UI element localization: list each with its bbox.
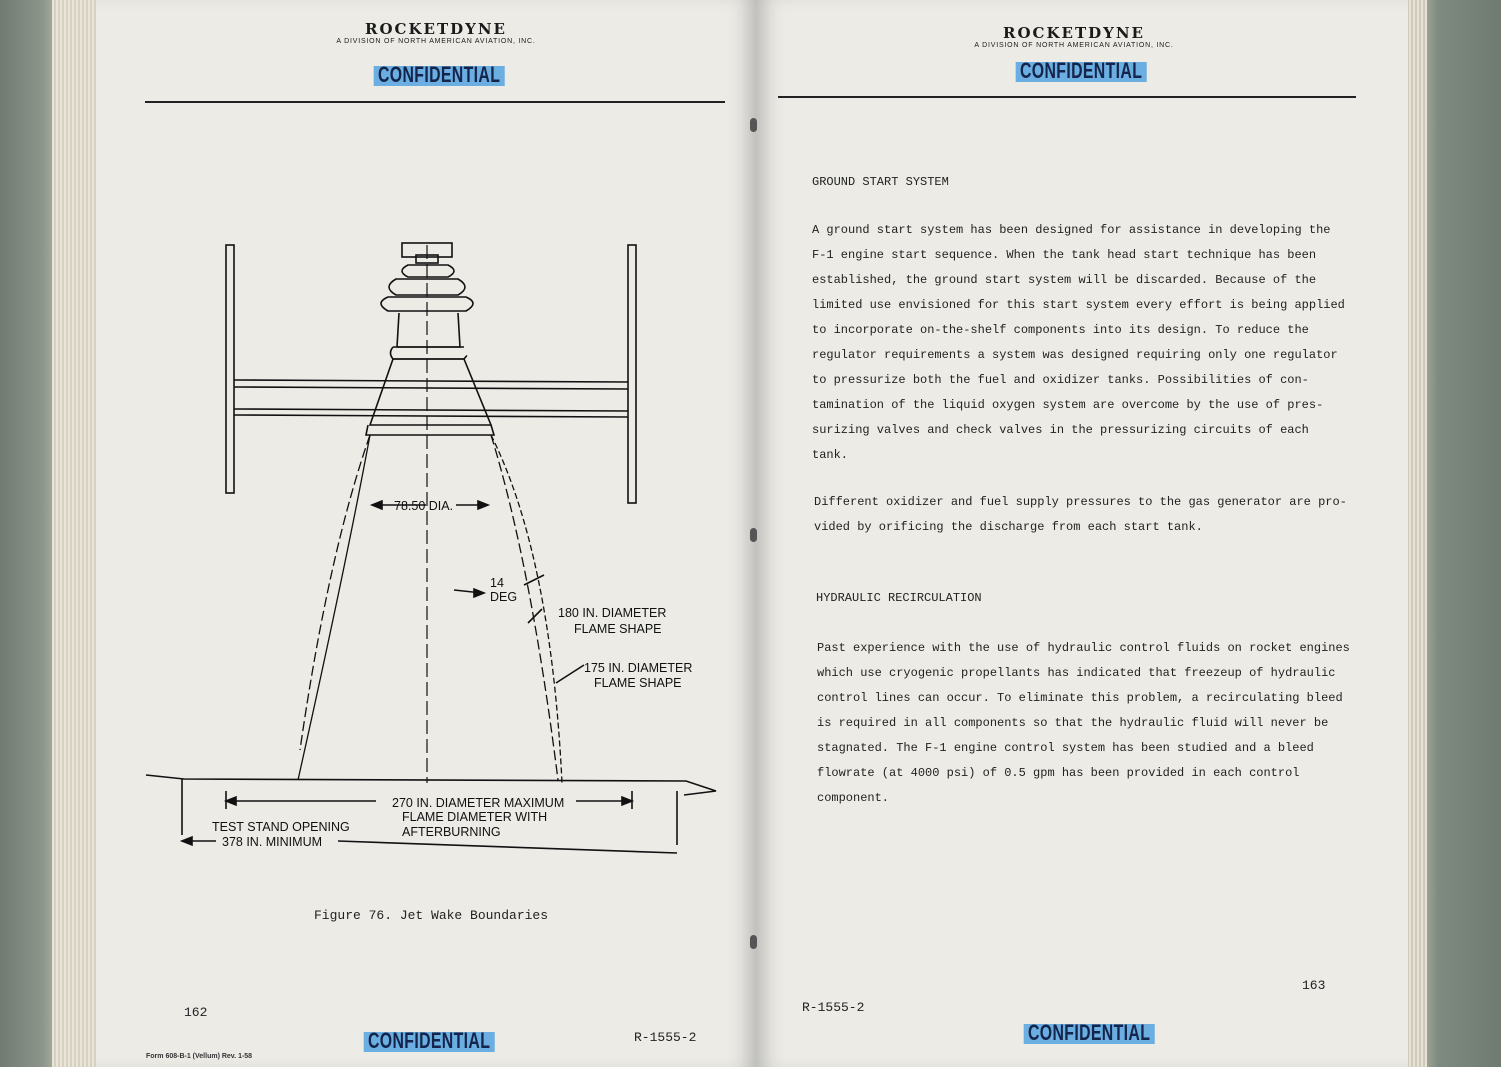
confidential-stamp-top: CONFIDENTIAL [378, 62, 501, 87]
text-line: Different oxidizer and fuel supply pressures to the gas generator are pro- [814, 495, 1347, 509]
engine-rings [402, 265, 454, 277]
label-270-line3: AFTERBURNING [402, 825, 501, 839]
label-270-line2: FLAME DIAMETER WITH [402, 810, 548, 824]
label-deg: DEG [490, 590, 518, 604]
label-270-line1: 270 IN. DIAMETER MAXIMUM [392, 796, 565, 810]
jet-wake-diagram [96, 235, 756, 915]
form-note: Form 608-B-1 (Vellum) Rev. 1-58 [146, 1053, 253, 1060]
page-number-left: 162 [184, 1005, 208, 1020]
test-stand-floor [146, 775, 716, 795]
right-page [756, 0, 1408, 1067]
section-heading-hydraulic: HYDRAULIC RECIRCULATION [816, 591, 982, 605]
label-180-line1: 180 IN. DIAMETER [558, 606, 667, 620]
text-line: component. [817, 791, 890, 805]
text-line: F-1 engine start sequence. When the tank head start technique has been [812, 248, 1317, 262]
flame-180-boundary [300, 435, 370, 750]
label-stand-line1: TEST STAND OPENING [212, 820, 350, 834]
text-line: tank. [812, 448, 849, 462]
page-number-right: 163 [1302, 978, 1326, 993]
left-page [96, 0, 756, 1067]
binding-hole [750, 528, 757, 542]
text-line: surizing valves and check valves in the pressurizing circuits of each [812, 423, 1309, 437]
rocketdyne-header [326, 20, 546, 45]
brand-division: A DIVISION OF NORTH AMERICAN AVIATION, INC. [336, 38, 536, 45]
text-line: limited use envisioned for this start system every effort is being applied [812, 298, 1345, 312]
report-number-right: R-1555-2 [802, 1000, 865, 1015]
paragraph-hydraulic [817, 636, 1350, 811]
label-175-line2: FLAME SHAPE [594, 676, 682, 690]
section-heading-ground-start: GROUND START SYSTEM [812, 175, 949, 189]
text-line: stagnated. The F-1 engine control system has been studied and a bleed [817, 741, 1314, 755]
binding-hole [750, 935, 757, 949]
page-edges-left [52, 0, 102, 1067]
left-column [226, 245, 234, 493]
binding-hole [750, 118, 757, 132]
right-column [628, 245, 636, 503]
rocketdyne-header-right [961, 24, 1187, 49]
header-rule-right [778, 96, 1356, 98]
confidential-stamp-bottom: CONFIDENTIAL [368, 1028, 491, 1053]
text-line: is required in all components so that the hydraulic fluid will never be [817, 716, 1329, 730]
flame-175-boundary [298, 435, 370, 780]
text-line: control lines can occur. To eliminate this problem, a recirculating bleed [817, 691, 1343, 705]
label-175-line1: 175 IN. DIAMETER [584, 661, 693, 675]
report-number-left: R-1555-2 [634, 1030, 697, 1045]
label-14: 14 [490, 576, 504, 590]
text-line: to pressurize both the fuel and oxidizer tanks. Possibilities of con- [812, 373, 1309, 387]
page-edges-right [1405, 0, 1427, 1067]
brand-name: ROCKETDYNE [365, 20, 507, 38]
text-line: to incorporate on-the-shelf components into its design. To reduce the [812, 323, 1309, 337]
text-line: A ground start system has been designed for assistance in developing the [812, 223, 1331, 237]
text-line: Past experience with the use of hydraulic control fluids on rocket engines [817, 641, 1350, 655]
confidential-stamp-top-right: CONFIDENTIAL [1020, 58, 1143, 83]
text-line: which use cryogenic propellants has indicated that freezeup of hydraulic [817, 666, 1336, 680]
confidential-stamp-bottom-right: CONFIDENTIAL [1028, 1020, 1151, 1045]
label-180-line2: FLAME SHAPE [574, 622, 662, 636]
label-stand-line2: 378 IN. MINIMUM [222, 835, 323, 849]
brand-division-right: A DIVISION OF NORTH AMERICAN AVIATION, INC. [974, 42, 1174, 49]
combustion-chamber [397, 313, 460, 347]
brand-name-right: ROCKETDYNE [1003, 24, 1145, 42]
text-line: tamination of the liquid oxygen system are overcome by the use of pres- [812, 398, 1324, 412]
paragraph-oxidizer-pressures [814, 490, 1347, 540]
text-line: established, the ground start system will be discarded. Because of the [812, 273, 1317, 287]
label-78-50-dia: 78.50 DIA. [394, 499, 454, 513]
figure-caption: Figure 76. Jet Wake Boundaries [314, 908, 549, 923]
header-rule [145, 101, 725, 103]
text-line: vided by orificing the discharge from each start tank. [814, 520, 1203, 534]
paragraph-ground-start [812, 218, 1345, 468]
text-line: flowrate (at 4000 psi) of 0.5 gpm has been provided in each control [817, 766, 1300, 780]
text-line: regulator requirements a system was designed requiring only one regulator [812, 348, 1338, 362]
